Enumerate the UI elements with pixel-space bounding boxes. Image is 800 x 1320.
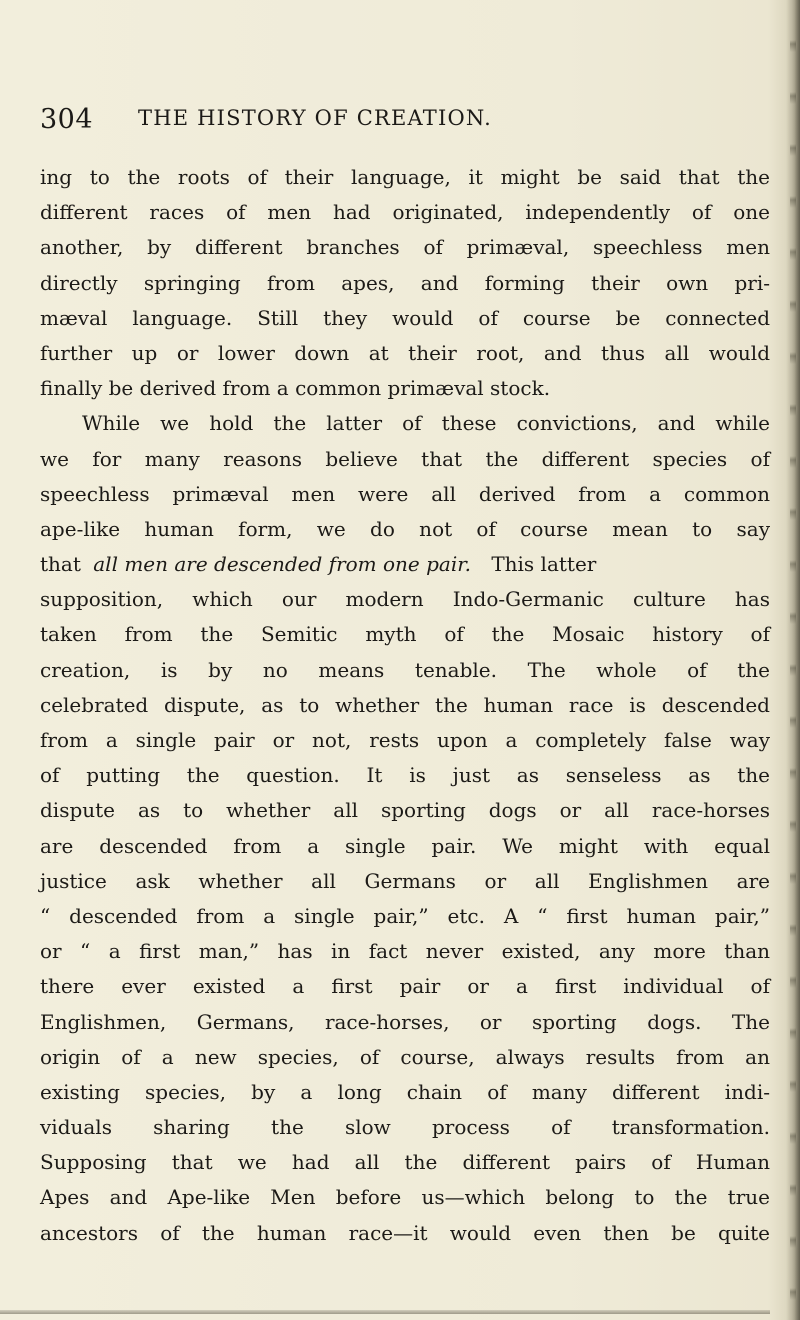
text-line: Apes and Ape-like Men before us—which belong to the true	[40, 1185, 770, 1210]
text-line: dispute as to whether all sporting dogs or all race-horses	[40, 798, 770, 823]
text-line: there ever existed a first pair or a first individual of	[40, 974, 770, 999]
text-line: from a single pair or not, rests upon a completely false way	[40, 728, 770, 752]
text-line: we for many reasons believe that the different species of	[40, 446, 770, 471]
text-line: different races of men had originated, independently of one	[40, 200, 770, 225]
text-line: justice ask whether all Germans or all Englishmen are	[40, 868, 770, 893]
text-line: or “ a first man,” has in fact never existed, any more than	[40, 939, 770, 964]
text-line: mæval language. Still they would of course be connected	[40, 305, 770, 330]
line-end-text: This latter	[491, 552, 597, 577]
text-line: finally be derived from a common primæval stock.	[40, 376, 551, 401]
text-line: Supposing that we had all the different pairs of Human	[40, 1150, 770, 1175]
page-edge-marks	[790, 0, 796, 1320]
line-start-text: that	[40, 552, 81, 577]
text-line: ing to the roots of their language, it might be said that the	[40, 165, 770, 189]
text-line: another, by different branches of primæval, speechless men	[40, 235, 770, 260]
running-title: THE HISTORY OF CREATION.	[138, 106, 492, 130]
text-line: supposition, which our modern Indo-Germanic culture has	[40, 587, 770, 612]
text-line: “ descended from a single pair,” etc. A “ first human pair,”	[40, 903, 770, 928]
text-line: directly springing from apes, and forming their own pri-	[40, 270, 770, 295]
page-header	[40, 104, 770, 144]
text-line: existing species, by a long chain of many different indi-	[40, 1079, 770, 1104]
page-bottom-edge	[0, 1310, 770, 1314]
text-line: speechless primæval men were all derived from a common	[40, 481, 770, 506]
text-line: are descended from a single pair. We might with equal	[40, 833, 770, 858]
text-line: ape-like human form, we do not of course mean to say	[40, 516, 770, 541]
text-line-with-italic	[40, 547, 770, 582]
text-line: origin of a new species, of course, always results from an	[40, 1044, 770, 1069]
text-line: celebrated dispute, as to whether the human race is descended	[40, 692, 770, 717]
text-line: creation, is by no means tenable. The whole of the	[40, 657, 770, 682]
text-line: further up or lower down at their root, and thus all would	[40, 340, 770, 365]
italic-phrase: all men are descended from one pair.	[93, 552, 471, 577]
text-line: viduals sharing the slow process of transformation.	[40, 1115, 770, 1140]
text-line: ancestors of the human race—it would even then be quite	[40, 1220, 770, 1245]
body-text	[40, 160, 770, 1251]
page-number: 304	[40, 104, 94, 135]
text-line: While we hold the latter of these convictions, and while	[82, 411, 770, 436]
text-line: taken from the Semitic myth of the Mosaic history of	[40, 622, 770, 647]
text-line: Englishmen, Germans, race-horses, or sporting dogs. The	[40, 1009, 770, 1034]
text-line: of putting the question. It is just as senseless as the	[40, 763, 770, 788]
